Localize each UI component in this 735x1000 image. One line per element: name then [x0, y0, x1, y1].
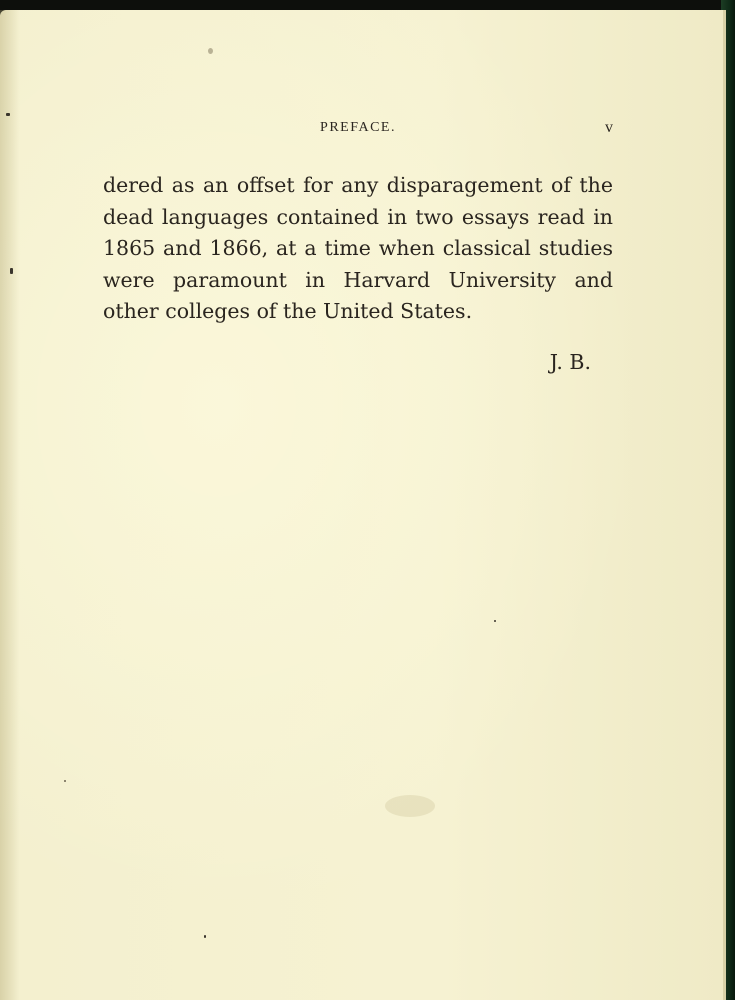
author-initials: J. B.	[549, 350, 591, 374]
running-head-title: PREFACE.	[320, 120, 396, 135]
text-line: dered as an offset for any disparagement of the	[103, 173, 613, 197]
running-head	[103, 120, 613, 144]
top-smudge-speck	[208, 48, 213, 54]
gutter-shadow	[0, 10, 20, 1000]
text-line: other colleges of the United States.	[103, 299, 473, 323]
text-line: dead languages contained in two essays read in	[103, 204, 613, 229]
book-page	[0, 10, 726, 1000]
text-line: were paramount in Harvard University and	[103, 267, 613, 292]
text-line: 1865 and 1866, at a time when classical studies	[103, 236, 613, 260]
page-number: v	[605, 119, 613, 136]
faint-stain-mark	[385, 795, 435, 817]
mid-page-speck	[494, 620, 496, 622]
left-margin-speck-middle	[10, 268, 13, 274]
lower-left-speck	[64, 780, 66, 782]
preface-paragraph	[103, 170, 613, 328]
bottom-speck	[204, 935, 206, 938]
page-right-edge	[723, 10, 726, 1000]
left-margin-speck-top	[6, 113, 10, 116]
